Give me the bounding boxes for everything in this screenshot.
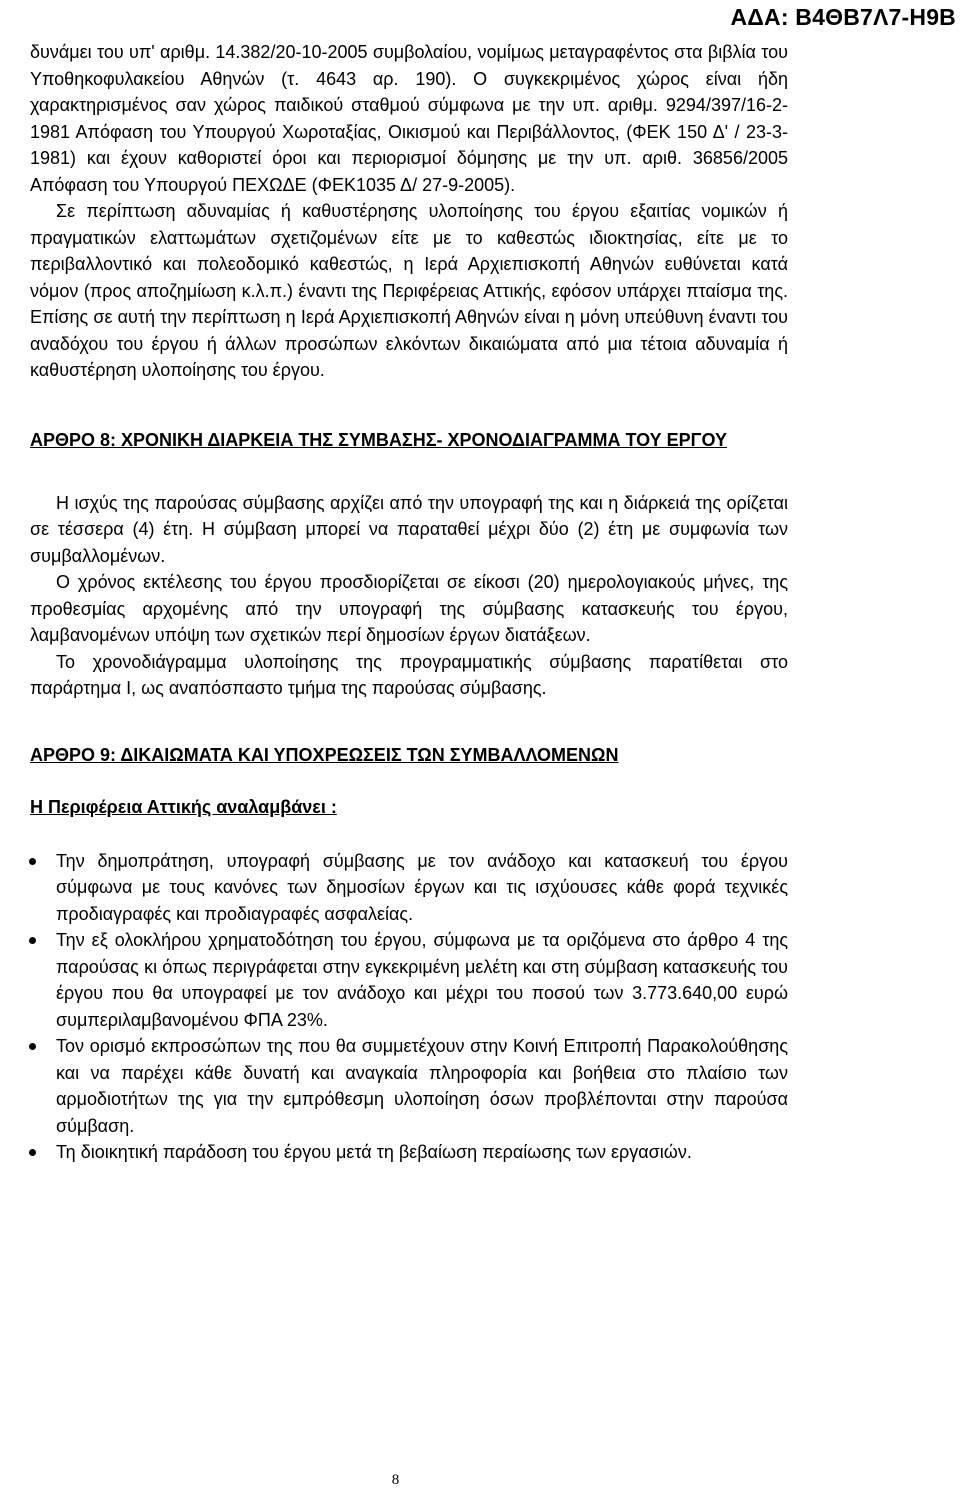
article-9-heading: ΑΡΘΡΟ 9: ΔΙΚΑΙΩΜΑΤΑ ΚΑΙ ΥΠΟΧΡΕΩΣΕΙΣ ΤΩΝ ΣΥΜΒΑΛΛΟΜΕΝΩΝ (30, 744, 619, 765)
obligations-list (30, 848, 788, 1166)
paragraph-liability: Σε περίπτωση αδυναμίας ή καθυστέρησης υλοποίησης του έργου εξαιτίας νομικών ή πραγματικών ελαττωμάτων σχετιζομένων είτε με το καθεστώς ιδιοκτησίας, είτε με το περιβαλλοντικό και πολεοδομικό καθεστώς, η Ιερά Αρχιεπισκοπή Αθηνών ευθύνεται κατά νόμον (προς αποζημίωση κ.λ.π.) έναντι της Περιφέρειας Αττικής, εφόσον υπάρχει πταίσμα της. Επίσης σε αυτή την περίπτωση η Ιερά Αρχιεπισκοπή Αθηνών είναι η μόνη υπεύθυνη έναντι του αναδόχου του έργου ή άλλων προσώπων ελκόντων δικαιώματα από μια τέτοια αδυναμία ή καθυστέρηση υλοποίησης του έργου. (30, 201, 788, 380)
ada-code: ΑΔΑ: Β4ΘΒ7Λ7-Η9Β (730, 4, 956, 30)
list-item-text: Τον ορισμό εκπροσώπων της που θα συμμετέχουν στην Κοινή Επιτροπή Παρακολούθησης και να παρέχει κάθε δυνατή και αναγκαία πληροφορία και βοήθεια στο πλαίσιο των αρμοδιοτήτων της για την εμπρόθεσμη υλοποίηση όσων προβλέπονται στην παρούσα σύμβαση. (56, 1036, 788, 1136)
list-item-text: Τη διοικητική παράδοση του έργου μετά τη βεβαίωση περαίωσης των εργασιών. (56, 1142, 692, 1162)
article-8-paragraph-timetable: Το χρονοδιάγραμμα υλοποίησης της προγραμματικής σύμβασης παρατίθεται στο παράρτημα Ι, ως αναπόσπαστο τμήμα της παρούσας σύμβασης. (30, 651, 788, 698)
document-body (30, 39, 788, 1166)
bullet-icon (29, 858, 36, 865)
page-number: 8 (391, 1472, 400, 1488)
list-item (30, 1139, 788, 1166)
list-item-text: Την εξ ολοκλήρου χρηματοδότηση του έργου, σύμφωνα με τα οριζόμενα στο άρθρο 4 της παρούσας κι όπως περιγράφεται στην εγκεκριμένη μελέτη και στη σύμβαση κατασκευής του έργου που θα υπογραφεί με τον ανάδοχο και μέχρι του ποσού των 3.773.640,00 ευρώ συμπεριλαμβανομένου ΦΠΑ 23%. (56, 930, 788, 1030)
list-item (30, 927, 788, 1033)
paragraph-property-decision: δυνάμει του υπ' αριθμ. 14.382/20-10-2005 συμβολαίου, νομίμως μεταγραφέντος στα βιβλία του Υποθηκοφυλακείου Αθηνών (τ. 4643 αρ. 190). Ο συγκεκριμένος χώρος είναι ήδη χαρακτηρισμένος σαν χώρος παιδικού σταθμού σύμφωνα με την υπ. αριθμ. 9294/397/16-2-1981 Απόφαση του Υπουργού Χωροταξίας, Οικισμού και Περιβάλλοντος, (ΦΕΚ 150 Δ' / 23-3-1981) και έχουν καθοριστεί όροι και περιορισμοί δόμησης με την υπ. αριθ. 36856/2005 Απόφαση του Υπουργού ΠΕΧΩΔΕ (ΦΕΚ1035 Δ/ 27-9-2005). (30, 42, 788, 195)
article-8-paragraph-duration: Η ισχύς της παρούσας σύμβασης αρχίζει από την υπογραφή της και η διάρκειά της ορίζεται σε τέσσερα (4) έτη. Η σύμβαση μπορεί να παραταθεί μέχρι δύο (2) έτη με συμφωνία των συμβαλλομένων. (30, 492, 788, 566)
article-9-subheading: Η Περιφέρεια Αττικής αναλαμβάνει : (30, 796, 337, 817)
bullet-icon (29, 1043, 36, 1050)
bullet-icon (29, 1149, 36, 1156)
article-8-heading: ΑΡΘΡΟ 8: ΧΡΟΝΙΚΗ ΔΙΑΡΚΕΙΑ ΤΗΣ ΣΥΜΒΑΣΗΣ- ΧΡΟΝΟΔΙΑΓΡΑΜΜΑ ΤΟΥ ΕΡΓΟΥ (30, 429, 727, 450)
list-item (30, 1033, 788, 1139)
article-8-paragraph-execution-time: Ο χρόνος εκτέλεσης του έργου προσδιορίζεται σε είκοσι (20) ημερολογιακούς μήνες, της προθεσμίας αρχομένης από την υπογραφή της σύμβασης κατασκευής του έργου, λαμβανομένων υπόψη των σχετικών περί δημοσίων έργων διατάξεων. (30, 572, 788, 645)
list-item-text: Την δημοπράτηση, υπογραφή σύμβασης με τον ανάδοχο και κατασκευή του έργου σύμφωνα με τους κανόνες των δημοσίων έργων και τις ισχύουσες κάθε φορά τεχνικές προδιαγραφές και προδιαγραφές ασφαλείας. (56, 850, 788, 924)
list-item (30, 848, 788, 928)
bullet-icon (29, 937, 36, 944)
